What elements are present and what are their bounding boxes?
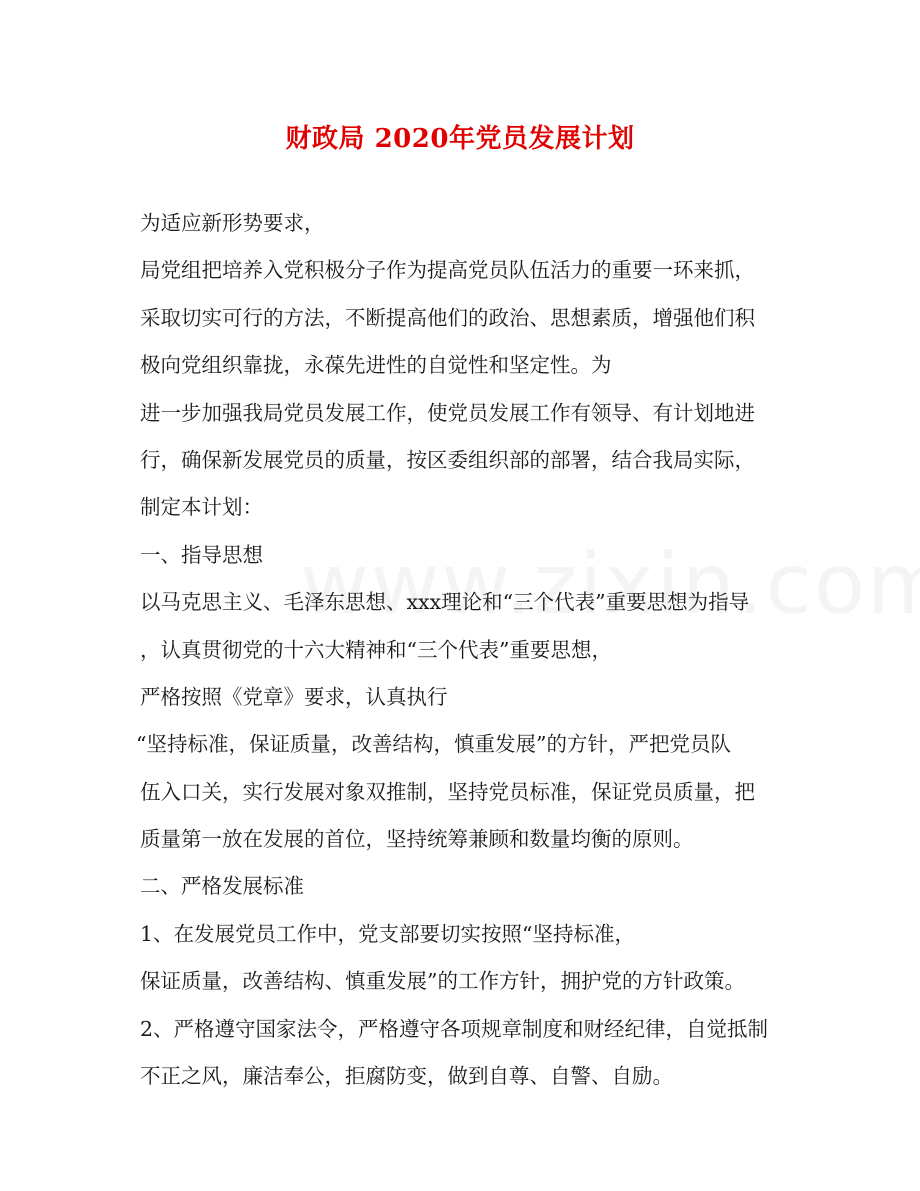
section-heading: 一、指导思想 bbox=[140, 542, 263, 567]
paragraph-line: 极向党组织靠拢，永葆先进性的自觉性和坚定性。为 bbox=[140, 353, 612, 378]
paragraph-line: 2、严格遵守国家法令，严格遵守各项规章制度和财经纪律，自觉抵制 bbox=[140, 1016, 769, 1041]
paragraph-line: ，认真贯彻党的十六大精神和“三个代表”重要思想， bbox=[140, 637, 612, 662]
paragraph-line: 局党组把培养入党积极分子作为提高党员队伍活力的重要一环来抓， bbox=[140, 258, 755, 283]
section-heading: 二、严格发展标准 bbox=[140, 874, 304, 899]
paragraph-line: 采取切实可行的方法，不断提高他们的政治、思想素质，增强他们积 bbox=[140, 305, 755, 330]
paragraph-line: 1、在发展党员工作中，党支部要切实按照“坚持标准， bbox=[140, 921, 636, 946]
paragraph-line: 质量第一放在发展的首位，坚持统筹兼顾和数量均衡的原则。 bbox=[140, 827, 694, 852]
document-body bbox=[136, 200, 790, 1100]
paragraph-line: 为适应新形势要求， bbox=[140, 211, 325, 235]
paragraph-line: 严格按照《党章》要求，认真执行 bbox=[140, 684, 448, 709]
paragraph-line: 伍入口关，实行发展对象双推制，坚持党员标准，保证党员质量，把 bbox=[140, 779, 755, 804]
paragraph-line: 保证质量，改善结构、慎重发展”的工作方针，拥护党的方针政策。 bbox=[140, 969, 745, 994]
paragraph-line: 不正之风，廉洁奉公，拒腐防变，做到自尊、自警、自励。 bbox=[140, 1064, 673, 1089]
paragraph-line: 行，确保新发展党员的质量，按区委组织部的部署，结合我局实际， bbox=[140, 447, 755, 472]
paragraph-line: 进一步加强我局党员发展工作，使党员发展工作有领导、有计划地进 bbox=[140, 400, 755, 425]
paragraph-line: “坚持标准，保证质量，改善结构，慎重发展”的方针，严把党员队 bbox=[136, 732, 731, 757]
document-title: 财政局 2020年党员发展计划 bbox=[285, 124, 635, 154]
paragraph-line: 制定本计划： bbox=[140, 495, 263, 520]
paragraph-line: 以马克思主义、毛泽东思想、xxx理论和“三个代表”重要思想为指导 bbox=[140, 590, 750, 615]
